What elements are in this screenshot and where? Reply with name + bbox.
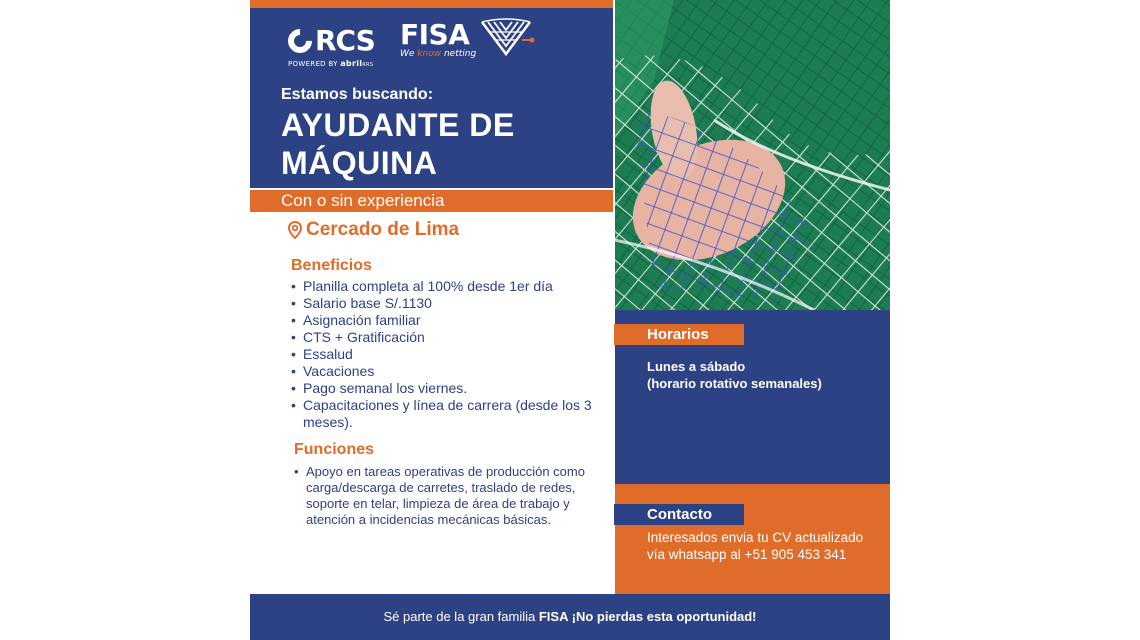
shift-list xyxy=(658,408,786,459)
benefit-item: • Vacaciones xyxy=(291,363,611,380)
benefit-item: • Salario base S/.1130 xyxy=(291,295,611,312)
function-item: • Apoyo en tareas operativas de producción como carga/descarga de carretes, traslado de redes, soporte en telar, limpieza de área de trabajo y atención a incidencias mecánicas básicas. xyxy=(294,464,594,528)
benefit-item: • CTS + Gratificación xyxy=(291,329,611,346)
top-accent-strip xyxy=(250,0,614,8)
benefit-item: • Essalud xyxy=(291,346,611,363)
fisa-tagline: We know netting xyxy=(400,49,477,59)
rcs-powered-by: POWERED BY abrilRRS xyxy=(288,59,374,68)
experience-bar: Con o sin experiencia xyxy=(250,190,614,212)
rcs-name: RCS xyxy=(315,24,375,57)
benefit-item: • Capacitaciones y línea de carrera (desde los 3 meses). xyxy=(291,397,611,431)
job-title: AYUDANTE DE MÁQUINA xyxy=(281,107,515,181)
benefits-list xyxy=(291,278,611,431)
fisa-logo xyxy=(400,18,476,59)
benefit-item: • Pago semanal los viernes. xyxy=(291,380,611,397)
shift-item: • 10:30 pm – 6:30 am xyxy=(658,442,786,459)
net-photo-illustration xyxy=(614,0,890,310)
footer-brand: FISA xyxy=(538,609,568,624)
benefit-item: • Asignación familiar xyxy=(291,312,611,329)
job-poster xyxy=(250,0,890,640)
functions-heading: Funciones xyxy=(294,441,375,458)
hours-days: Lunes a sábado (horario rotativo semanales) xyxy=(647,359,822,391)
shift-item: • 6:30 am – 2:30 pm xyxy=(658,408,786,425)
shift-item: • 2:30 pm – 10:30 pm xyxy=(658,425,786,442)
benefit-item: • Planilla completa al 100% desde 1er día xyxy=(291,278,611,295)
hours-heading: Horarios xyxy=(614,324,744,345)
rcs-logo xyxy=(288,24,375,68)
net-photo xyxy=(614,0,890,310)
location-pin-icon xyxy=(288,221,302,239)
benefits-heading: Beneficios xyxy=(291,257,372,274)
fisa-net-icon xyxy=(480,18,536,58)
fisa-name: FISA xyxy=(400,18,470,51)
functions-list xyxy=(294,464,594,528)
location-label: Cercado de Lima xyxy=(306,219,460,240)
contact-text: Interesados envia tu CV actualizado vía whatsapp al +51 905 453 341 xyxy=(647,530,864,562)
contact-heading: Contacto xyxy=(614,504,744,525)
footer-banner: Sé parte de la gran familia FISA ¡No pierdas esta oportunidad! xyxy=(250,594,890,640)
intro-text: Estamos buscando: xyxy=(281,86,434,103)
location xyxy=(288,219,459,241)
rcs-ring-icon xyxy=(283,24,317,58)
